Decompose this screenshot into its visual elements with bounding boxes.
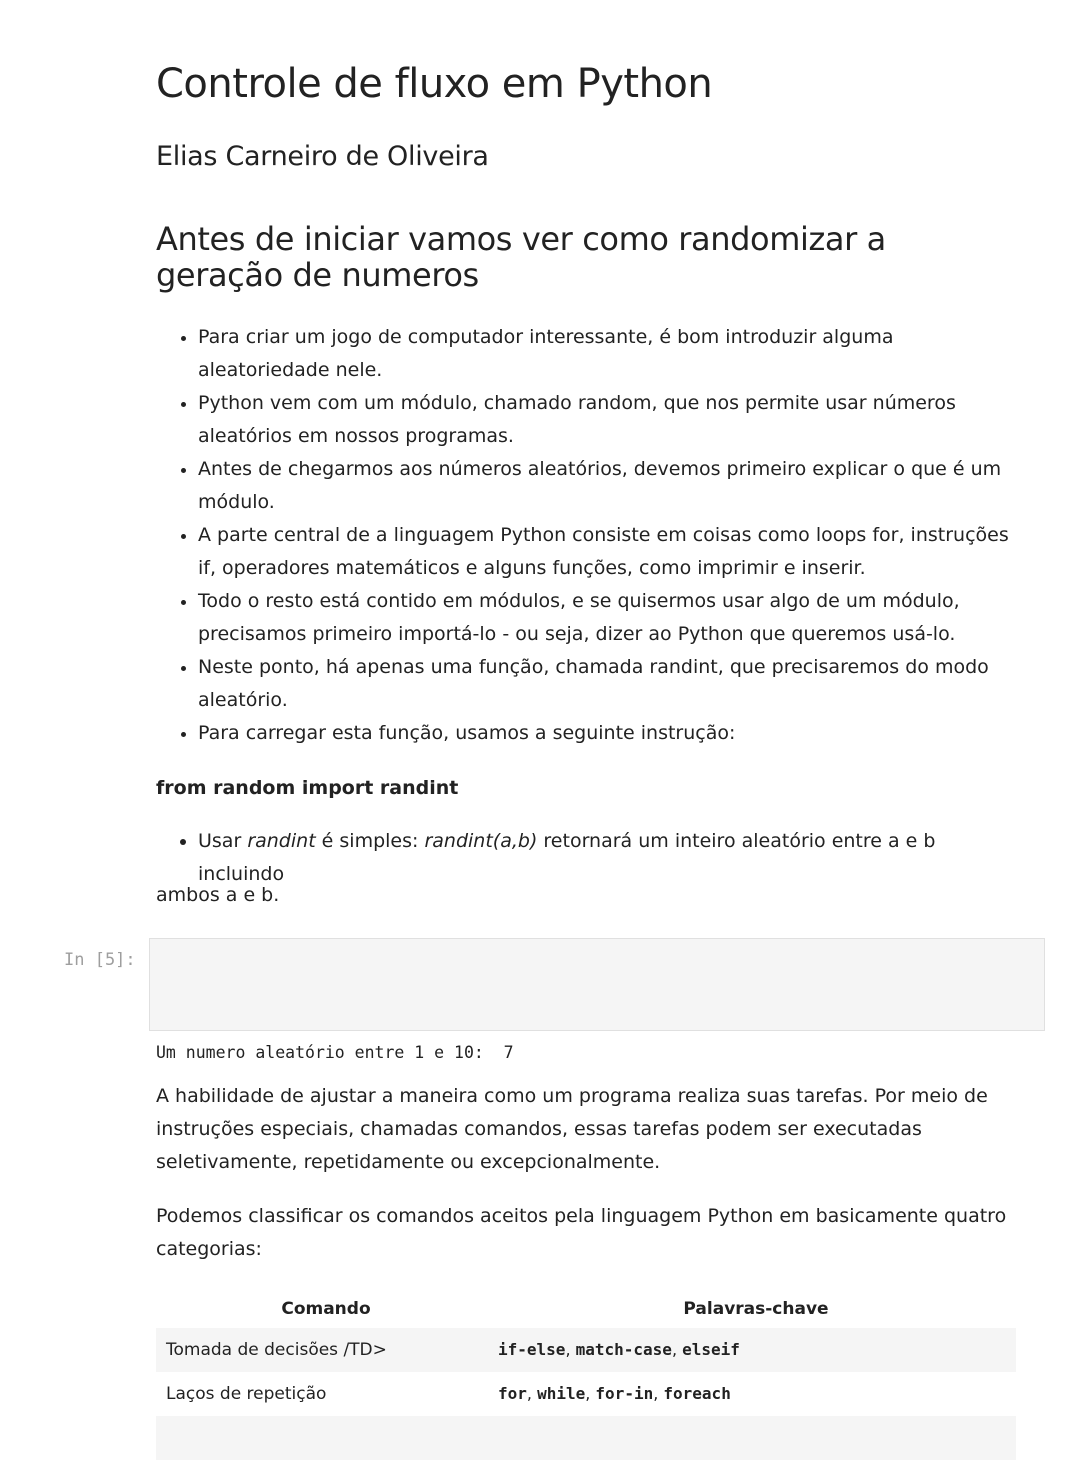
list-item: • Todo o resto está contido em módulos, e se quisermos usar algo de um módulo, precisamos primeiro importá-lo - ou seja, dizer ao Python que queremos usá-lo. — [198, 585, 1026, 651]
keyword: while — [537, 1384, 586, 1403]
code-cell-input[interactable] — [149, 938, 1045, 1031]
author-name: Elias Carneiro de Oliveira — [156, 141, 489, 172]
table-cell-command — [156, 1416, 496, 1460]
table-cell-keywords — [496, 1416, 1016, 1460]
list-item: • Para carregar esta função, usamos a seguinte instrução: — [198, 717, 1026, 750]
list-item: • Antes de chegarmos aos números aleatórios, devemos primeiro explicar o que é um módulo. — [198, 453, 1026, 519]
page-title: Controle de fluxo em Python — [156, 61, 713, 107]
randint-middle: é simples: — [315, 830, 425, 852]
list-item — [198, 825, 1026, 891]
table-header-keywords: Palavras-chave — [683, 1299, 829, 1319]
list-item: • Python vem com um módulo, chamado random, que nos permite usar números aleatórios em nossos programas. — [198, 387, 1026, 453]
cell-prompt: In [5]: — [64, 950, 136, 970]
list-item: • Para criar um jogo de computador interessante, é bom introduzir alguma aleatoriedade nele. — [198, 321, 1026, 387]
list-item: • Neste ponto, há apenas uma função, chamada randint, que precisaremos do modo aleatório. — [198, 651, 1026, 717]
randint-continuation: ambos a e b. — [156, 884, 280, 906]
paragraph-control-flow: A habilidade de ajustar a maneira como um programa realiza suas tarefas. Por meio de instruções especiais, chamadas comandos, essas tarefas podem ser executadas seletivamente, repetidamente ou excepcionalmente. — [156, 1085, 988, 1173]
keyword: foreach — [663, 1384, 731, 1403]
import-statement: from random import randint — [156, 777, 459, 799]
commands-table — [156, 1290, 1016, 1460]
table-cell-command: Tomada de decisões /TD> — [156, 1328, 496, 1372]
section-heading: Antes de iniciar vamos ver como randomizar a geração de numeros — [156, 220, 886, 294]
table-cell-keywords — [496, 1372, 1016, 1416]
list-item: • A parte central de a linguagem Python consiste em coisas como loops for, instruções if, operadores matemáticos e alguns funções, como imprimir e inserir. — [198, 519, 1026, 585]
keyword: for — [498, 1384, 527, 1403]
table-cell-command: Laços de repetição — [156, 1372, 496, 1416]
intro-bullet-list — [156, 321, 1026, 750]
keyword-list: for, while, for-in, foreach — [498, 1384, 731, 1403]
randint-prefix: Usar — [198, 830, 248, 852]
keyword-list: if-else, match-case, elseif — [498, 1340, 740, 1359]
cell-output: Um numero aleatório entre 1 e 10: 7 — [156, 1043, 514, 1062]
keyword: if-else — [498, 1340, 566, 1359]
randint-suffix: retornará um inteiro aleatório entre a e b incluindo — [198, 830, 936, 885]
randint-call: randint(a,b) — [424, 830, 538, 852]
paragraph-categories: Podemos classificar os comandos aceitos pela linguagem Python em basicamente quatro categorias: — [156, 1205, 1007, 1260]
table-cell-keywords — [496, 1328, 1016, 1372]
table-row — [156, 1372, 1016, 1416]
table-row — [156, 1416, 1016, 1460]
table-header-comando: Comando — [281, 1299, 371, 1319]
keyword: match-case — [575, 1340, 672, 1359]
keyword: for-in — [595, 1384, 654, 1403]
randint-func: randint — [247, 830, 316, 852]
table-row — [156, 1328, 1016, 1372]
keyword: elseif — [682, 1340, 740, 1359]
randint-bullet-list — [156, 825, 1026, 891]
